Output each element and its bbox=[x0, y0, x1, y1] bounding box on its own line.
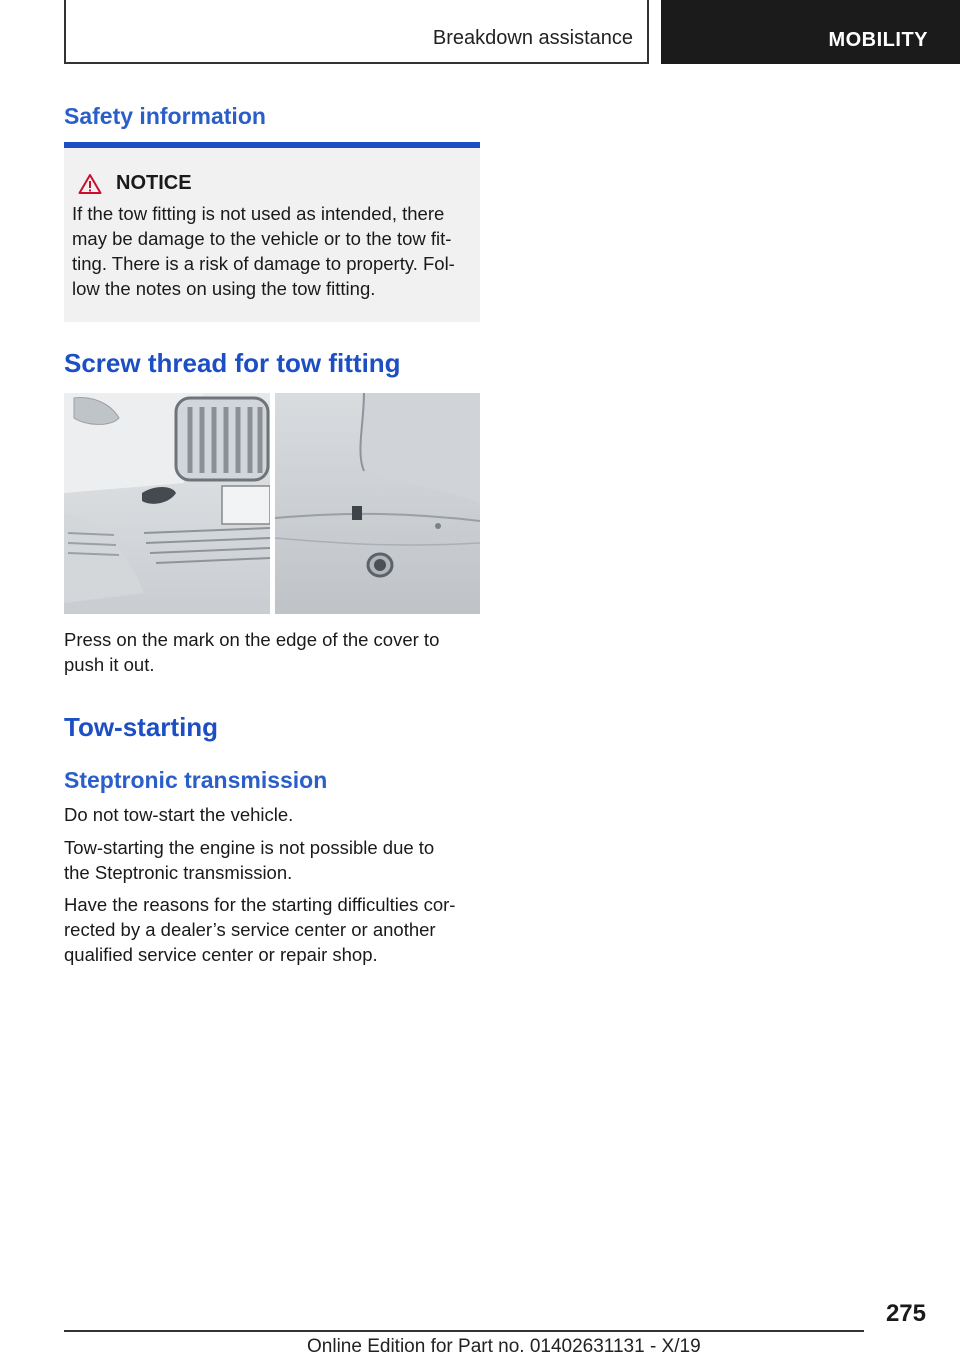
page-number: 275 bbox=[885, 1300, 926, 1327]
footer-edition: Online Edition for Part no. 01402631131 - X/19 bbox=[307, 1336, 701, 1357]
vehicle-bumper-illustration bbox=[64, 393, 480, 614]
screw-thread-heading: Screw thread for tow fitting bbox=[64, 348, 401, 378]
notice-box bbox=[64, 142, 480, 322]
figure-caption: Press on the mark on the edge of the cover to push it out. bbox=[64, 629, 440, 675]
notice-header bbox=[72, 172, 468, 195]
safety-heading: Safety information bbox=[64, 103, 266, 129]
header-chapter-box bbox=[661, 0, 960, 64]
warning-triangle-icon bbox=[78, 173, 102, 195]
footer-divider bbox=[64, 1330, 864, 1332]
steptronic-heading: Steptronic transmission bbox=[64, 767, 328, 793]
notice-label: NOTICE bbox=[116, 172, 192, 194]
tow-paragraph-1: Do not tow-start the vehicle. bbox=[64, 804, 294, 825]
tow-paragraph-3: Have the reasons for the starting difficulties cor‐ rected by a dealer’s service center or another qualified service center or repair shop. bbox=[64, 894, 456, 965]
header-section-title: Breakdown assistance bbox=[432, 27, 633, 49]
tow-paragraph-2: Tow-starting the engine is not possible due to the Steptronic transmission. bbox=[64, 837, 435, 883]
tow-starting-heading: Tow-starting bbox=[64, 712, 219, 742]
header-section-box bbox=[64, 0, 649, 64]
bumper-figure bbox=[64, 393, 480, 614]
notice-text: If the tow fitting is not used as intended, there may be damage to the vehicle or to the tow fit‐ ting. There is a risk of damage to property. Fol‐ low the notes on using the tow fitting. bbox=[72, 203, 455, 299]
header-chapter-title: MOBILITY bbox=[828, 29, 928, 51]
